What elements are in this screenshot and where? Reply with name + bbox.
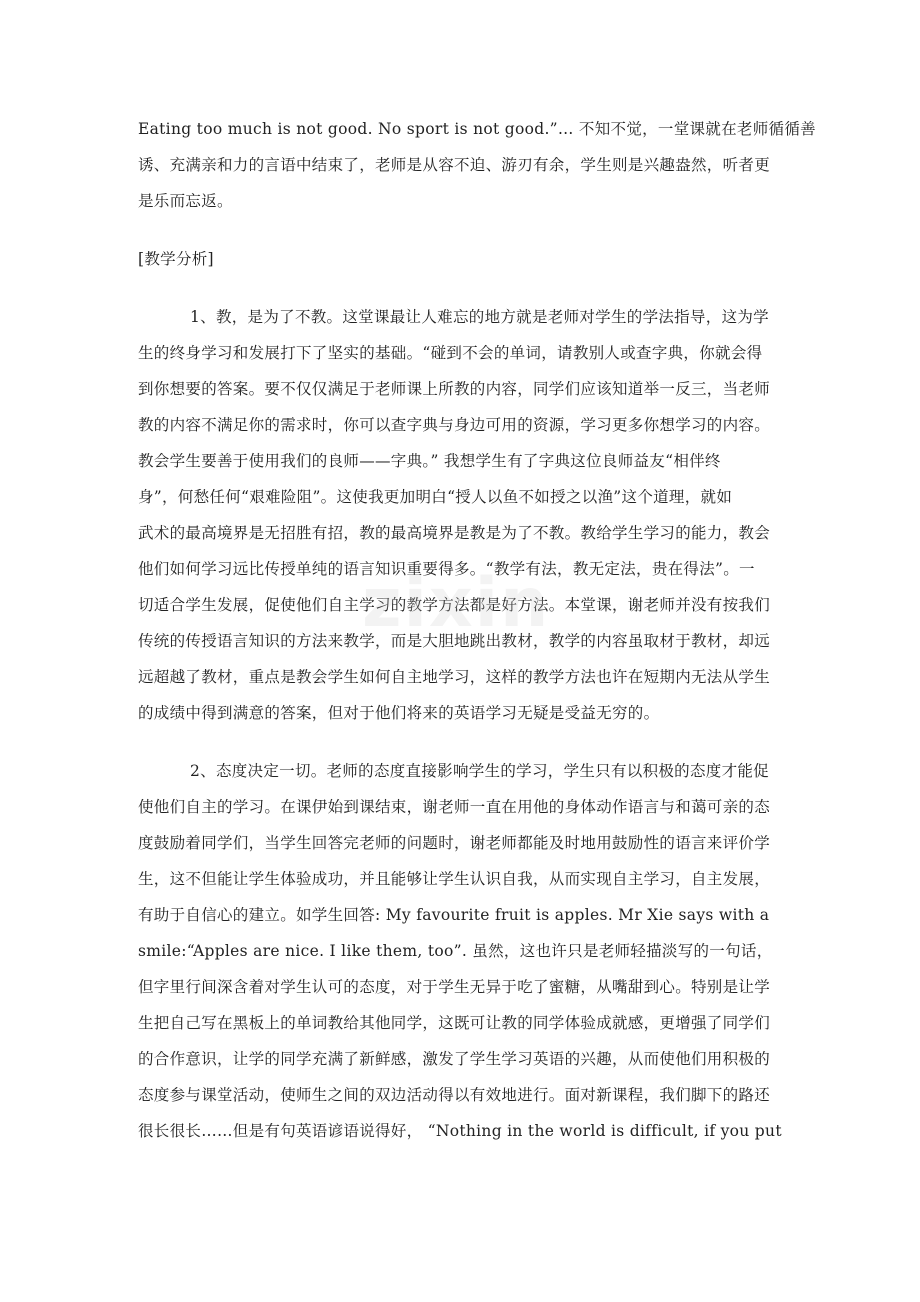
text-line: 到你想要的答案。要不仅仅满足于老师课上所教的内容，同学们应该知道举一反三，当老师 <box>138 380 771 398</box>
text-line: 度鼓励着同学们，当学生回答完老师的问题时，谢老师都能及时地用鼓励性的语言来评价学 <box>138 834 771 852</box>
text-line: 切适合学生发展，促使他们自主学习的教学方法都是好方法。本堂课，谢老师并没有按我们 <box>138 596 771 614</box>
text-line: 生把自己写在黑板上的单词教给其他同学，这既可让教的同学体验成就感，更增强了同学们 <box>138 1014 771 1032</box>
section-heading: [教学分析] <box>138 250 214 268</box>
text-line: smile:“Apples are nice. I like them, too”. 虽然，这也许只是老师轻描淡写的一句话， <box>138 942 773 960</box>
text-line: 传统的传授语言知识的方法来教学，而是大胆地跳出教材，教学的内容虽取材于教材，却远 <box>138 632 771 650</box>
text-line: 使他们自主的学习。在课伊始到课结束，谢老师一直在用他的身体动作语言与和蔼可亲的态 <box>138 798 771 816</box>
text-line: 有助于自信心的建立。如学生回答: My favourite fruit is apples. Mr Xie says with a <box>138 906 770 924</box>
paragraph-start: 1、教，是为了不教。这堂课最让人难忘的地方就是老师对学生的学法指导，这为学 <box>190 308 769 326</box>
text-line: 的合作意识，让学的同学充满了新鲜感，激发了学生学习英语的兴趣，从而使他们用积极的 <box>138 1050 771 1068</box>
text-line: 是乐而忘返。 <box>138 192 233 210</box>
text-line: 生的终身学习和发展打下了坚实的基础。“碰到不会的单词，请教别人或查字典，你就会得 <box>138 344 763 362</box>
text-line: 武术的最高境界是无招胜有招，教的最高境界是教是为了不教。教给学生学习的能力，教会 <box>138 524 771 542</box>
text-line: 的成绩中得到满意的答案，但对于他们将来的英语学习无疑是受益无穷的。 <box>138 704 660 722</box>
text-line: 诱、充满亲和力的言语中结束了，老师是从容不迫、游刃有余，学生则是兴趣盎然，听者更 <box>138 156 771 174</box>
text-line: 教的内容不满足你的需求时，你可以查字典与身边可用的资源，学习更多你想学习的内容。 <box>138 416 771 434</box>
paragraph-start: 2、态度决定一切。老师的态度直接影响学生的学习，学生只有以积极的态度才能促 <box>190 762 769 780</box>
text-line: 教会学生要善于使用我们的良师——字典。” 我想学生有了字典这位良师益友“相伴终 <box>138 452 721 470</box>
text-line: Eating too much is not good. No sport is not good.”… 不知不觉，一堂课就在老师循循善 <box>138 120 816 138</box>
text-line: 但字里行间深含着对学生认可的态度，对于学生无异于吃了蜜糖，从嘴甜到心。特别是让学 <box>138 978 771 996</box>
text-line: 他们如何学习远比传授单纯的语言知识重要得多。“教学有法，教无定法，贵在得法”。一 <box>138 560 755 578</box>
text-line: 身”，何愁任何“艰难险阻”。这使我更加明白“授人以鱼不如授之以渔”这个道理，就如 <box>138 488 733 506</box>
text-line: 生，这不但能让学生体验成功，并且能够让学生认识自我，从而实现自主学习，自主发展， <box>138 870 771 888</box>
text-line: 态度参与课堂活动，使师生之间的双边活动得以有效地进行。面对新课程，我们脚下的路还 <box>138 1086 771 1104</box>
text-line: 很长很长……但是有句英语谚语说得好， “Nothing in the world is difficult, if you put <box>138 1122 782 1140</box>
text-line: 远超越了教材，重点是教会学生如何自主地学习，这样的教学方法也许在短期内无法从学生 <box>138 668 771 686</box>
watermark-mark: zixin <box>362 564 551 643</box>
